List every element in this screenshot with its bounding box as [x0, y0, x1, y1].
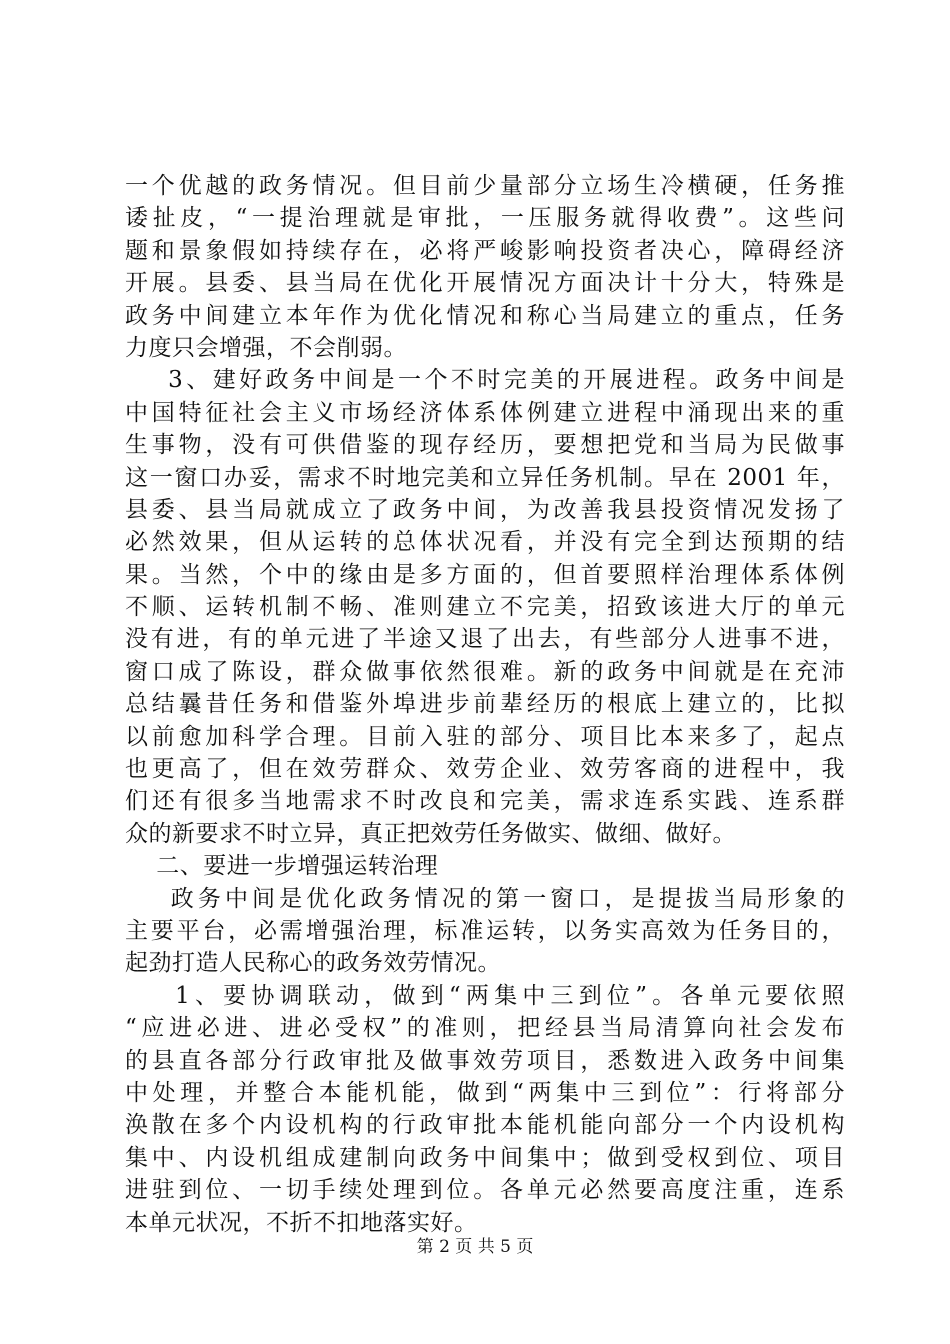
document-body — [125, 170, 845, 1239]
text-line: 题和景象假如持续存在，必将严峻影响投资者决心，障碍经济 — [125, 237, 845, 264]
text-line: 窗口成了陈设，群众做事依然很难。新的政务中间就是在充沛 — [125, 658, 845, 685]
text-line: 涣散在多个内设机构的行政审批本能机能向部分一个内设机构 — [125, 1112, 845, 1139]
text-line: 们还有很多当地需求不时改良和完美，需求连系实践、连系群 — [125, 788, 845, 815]
text-line: 一个优越的政务情况。但目前少量部分立场生冷横硬，任务推 — [125, 173, 845, 199]
text-line: 1、要协调联动，做到“两集中三到位”。各单元要依照 — [125, 982, 845, 1009]
text-line: 的县直各部分行政审批及做事效劳项目，悉数进入政务中间集 — [125, 1047, 845, 1074]
text-line: 总结曩昔任务和借鉴外埠进步前辈经历的根底上建立的，比拟 — [125, 691, 845, 718]
text-line: 开展。县委、县当局在优化开展情况方面决计十分大，特殊是 — [125, 270, 845, 297]
text-line: 县委、县当局就成立了政务中间，为改善我县投资情况发扬了 — [125, 496, 845, 523]
text-line: 进驻到位、一切手续处理到位。各单元必然要高度注重，连系 — [125, 1177, 845, 1204]
page-number-footer: 第 2 页 共 5 页 — [416, 1237, 534, 1257]
text-line: 以前愈加科学合理。目前入驻的部分、项目比本来多了，起点 — [125, 723, 845, 750]
text-line: 二、要进一步增强运转治理 — [125, 853, 439, 880]
text-line: 中处理，并整合本能机能，做到“两集中三到位”：行将部分 — [125, 1079, 845, 1106]
text-line: 诿扯皮，“一提治理就是审批，一压服务就得收费”。这些问 — [125, 205, 845, 232]
text-line: 起劲打造人民称心的政务效劳情况。 — [125, 950, 501, 977]
text-line: “应进必进、进必受权”的准则，把经县当局清算向社会发布 — [125, 1015, 845, 1042]
text-line: 中国特征社会主义市场经济体系体例建立进程中涌现出来的重 — [125, 399, 845, 426]
text-line: 这一窗口办妥，需求不时地完美和立异任务机制。早在 2001 年， — [125, 464, 845, 491]
text-line: 没有进，有的单元进了半途又退了出去，有些部分人进事不进， — [125, 626, 845, 653]
text-line: 主要平台，必需增强治理，标准运转，以务实高效为任务目的， — [125, 917, 845, 944]
text-line: 众的新要求不时立异，真正把效劳任务做实、做细、做好。 — [125, 820, 736, 847]
text-line: 果。当然，个中的缘由是多方面的，但首要照样治理体系体例 — [125, 561, 845, 588]
text-line: 政务中间建立本年作为优化情况和称心当局建立的重点，任务 — [125, 302, 845, 329]
text-line: 集中、内设机组成建制向政务中间集中；做到受权到位、项目 — [125, 1144, 845, 1171]
text-line: 本单元状况，不折不扣地落实好。 — [125, 1209, 478, 1236]
text-line: 也更高了，但在效劳群众、效劳企业、效劳客商的进程中，我 — [125, 756, 845, 783]
text-line: 3、建好政务中间是一个不时完美的开展进程。政务中间是 — [125, 367, 845, 394]
text-line: 不顺、运转机制不畅、准则建立不完美，招致该进大厅的单元 — [125, 594, 845, 621]
text-line: 政务中间是优化政务情况的第一窗口，是提拔当局形象的 — [125, 885, 845, 912]
text-line: 生事物，没有可供借鉴的现存经历，要想把党和当局为民做事 — [125, 432, 845, 459]
text-line: 力度只会增强，不会削弱。 — [125, 334, 407, 361]
text-line: 必然效果，但从运转的总体状况看，并没有完全到达预期的结 — [125, 529, 845, 556]
